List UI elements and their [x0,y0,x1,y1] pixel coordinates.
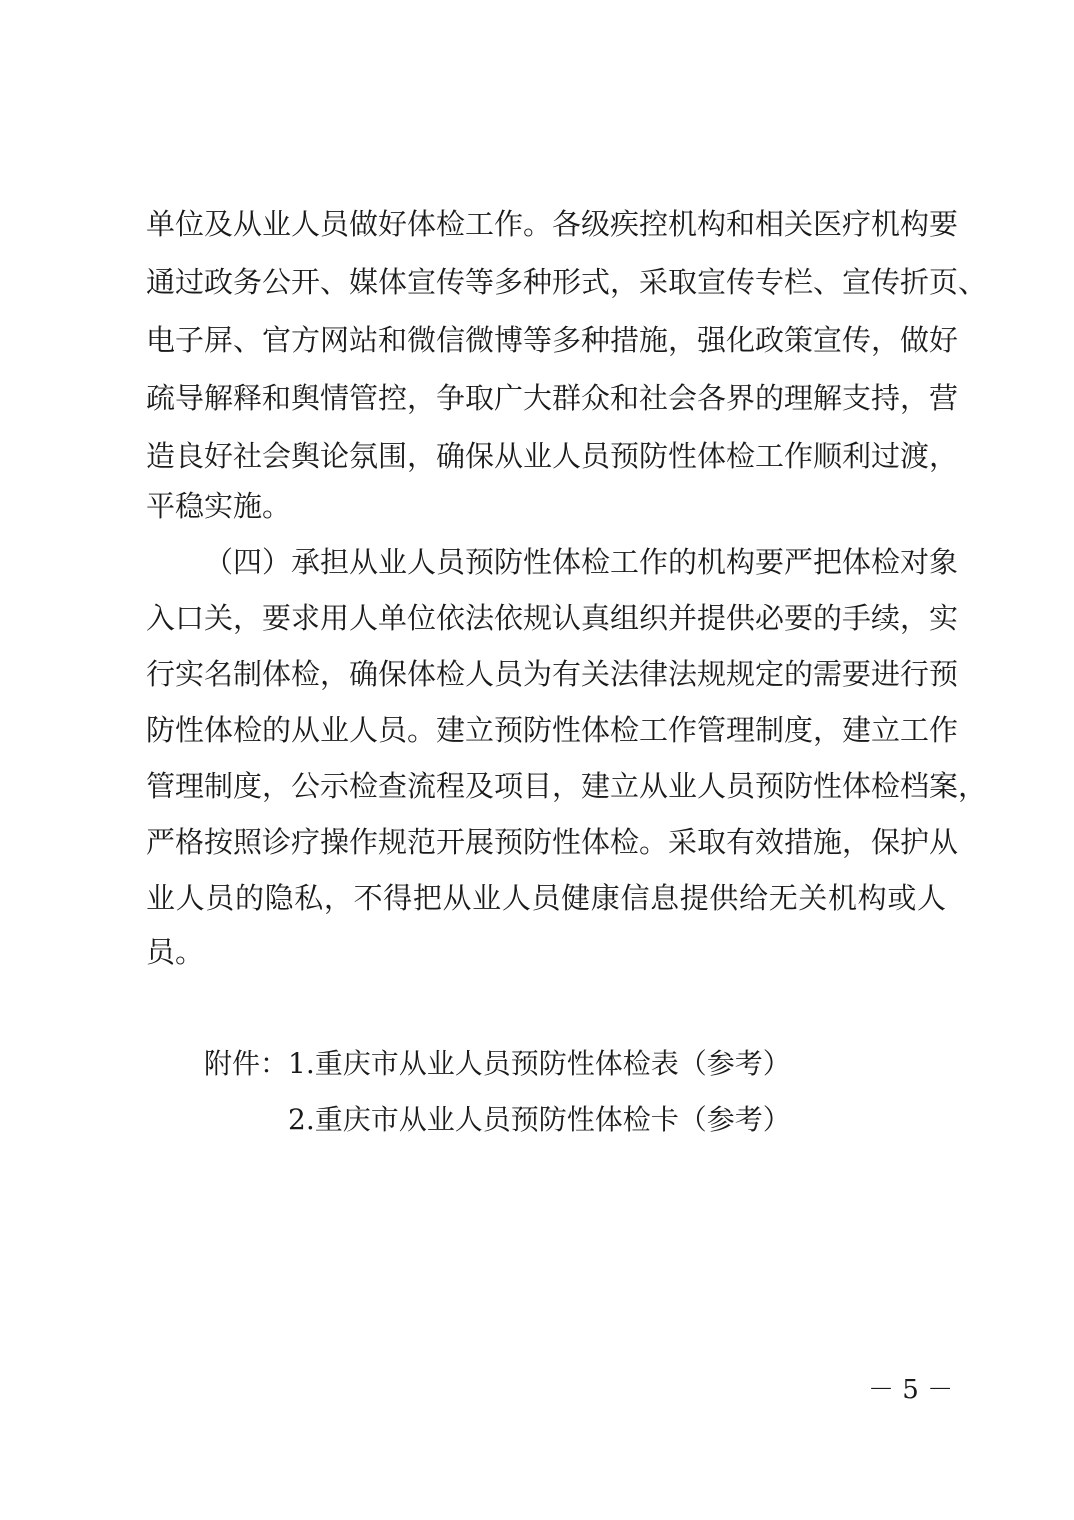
paragraph-1-line-1: 单位及从业人员做好体检工作。各级疾控机构和相关医疗机构要 [146,207,959,241]
paragraph-1-line-2: 通过政务公开、媒体宣传等多种形式，采取宣传专栏、宣传折页、 [146,265,988,299]
attachment-item-2: 2.重庆市从业人员预防性体检卡（参考） [288,1103,791,1136]
paragraph-1-line-5: 造良好社会舆论氛围，确保从业人员预防性体检工作顺利过渡， [146,439,959,473]
paragraph-1-line-4: 疏导解释和舆情管控，争取广大群众和社会各界的理解支持，营 [146,381,959,415]
paragraph-1-line-6: 平稳实施。 [146,489,292,523]
paragraph-1-line-3: 电子屏、官方网站和微信微博等多种措施，强化政策宣传，做好 [146,323,959,357]
paragraph-2-line-6: 严格按照诊疗操作规范开展预防性体检。采取有效措施，保护从 [146,825,959,859]
paragraph-2-line-8: 员。 [146,935,205,969]
paragraph-2-line-5: 管理制度，公示检查流程及项目，建立从业人员预防性体检档案， [146,769,988,803]
attachment-item-1: 1.重庆市从业人员预防性体检表（参考） [288,1047,791,1080]
paragraph-2-line-1: （四）承担从业人员预防性体检工作的机构要严把体检对象 [204,545,959,579]
attachments-label: 附件： [204,1047,289,1080]
page-number: － 5 － [868,1375,954,1405]
paragraph-2-line-3: 行实名制体检，确保体检人员为有关法律法规规定的需要进行预 [146,657,959,691]
paragraph-2-line-4: 防性体检的从业人员。建立预防性体检工作管理制度，建立工作 [146,713,959,747]
paragraph-2-line-7: 业人员的隐私，不得把从业人员健康信息提供给无关机构或人 [146,881,946,915]
paragraph-2-line-2: 入口关，要求用人单位依法依规认真组织并提供必要的手续，实 [146,601,959,635]
